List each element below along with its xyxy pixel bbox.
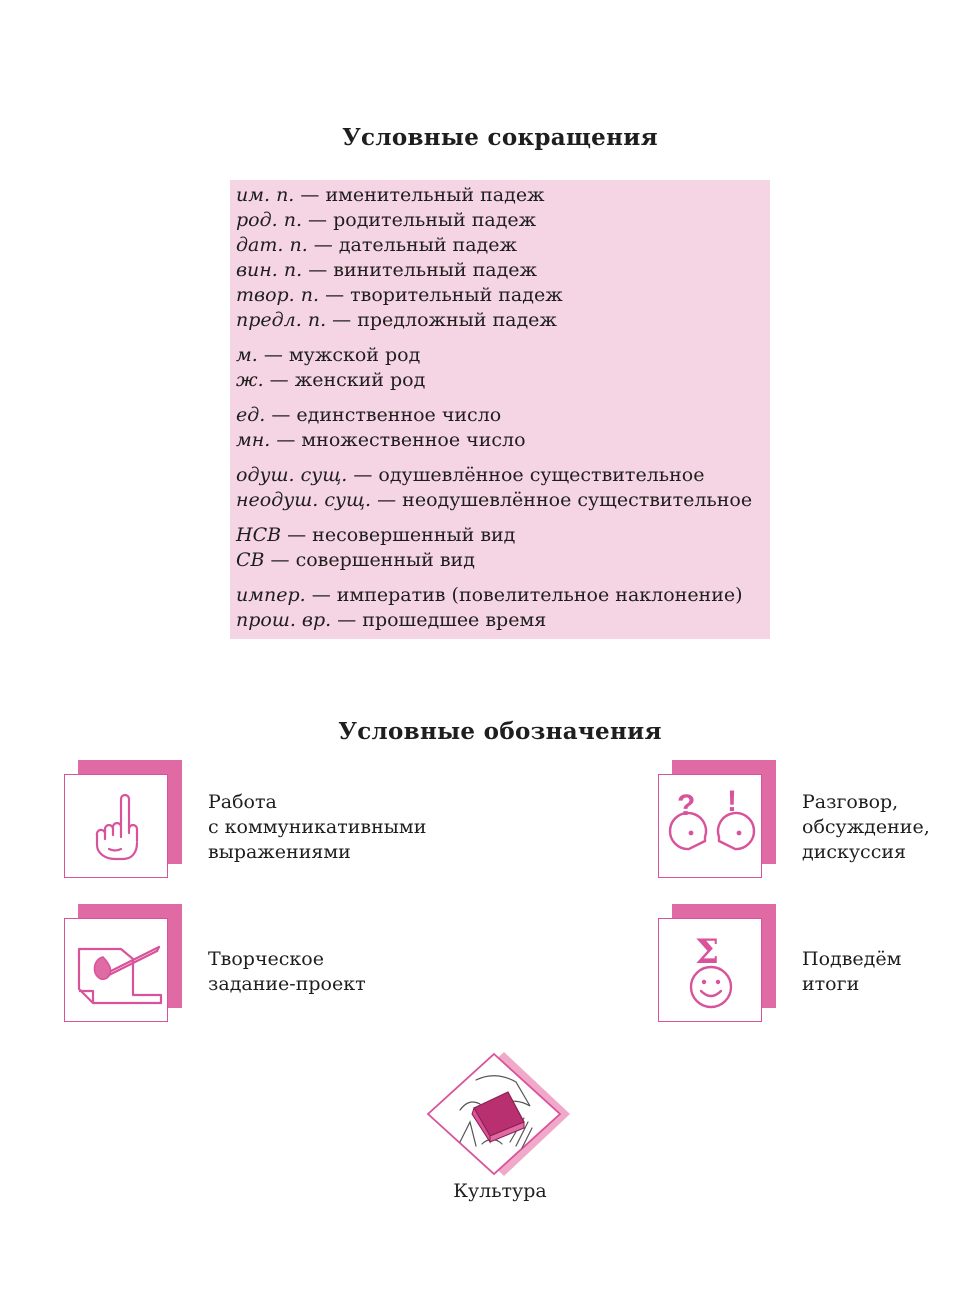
abbreviation-description: творительный падеж xyxy=(350,284,563,306)
abbreviation-term: импер. xyxy=(236,584,306,606)
abbreviation-term: ж. xyxy=(236,369,264,391)
abbreviation-row: твор. п. — творительный падеж xyxy=(236,284,563,306)
conversation-faces-icon xyxy=(659,775,763,879)
abbreviation-group xyxy=(236,403,770,453)
abbreviation-description: одушевлённое существительное xyxy=(378,464,705,486)
abbreviation-row: ж. — женский род xyxy=(236,369,426,391)
symbols-title: Условные обозначения xyxy=(338,718,662,745)
abbreviation-term: дат. п. xyxy=(236,234,308,256)
abbreviation-row: СВ — совершенный вид xyxy=(236,549,475,571)
abbreviation-group xyxy=(236,583,770,633)
abbreviation-description: единственное число xyxy=(296,404,502,426)
abbreviation-group xyxy=(236,183,770,333)
abbreviation-term: м. xyxy=(236,344,258,366)
abbreviation-description: именительный падеж xyxy=(325,184,545,206)
abbreviation-row: импер. — императив (повелительное наклонение) xyxy=(236,584,743,606)
abbreviation-term: СВ xyxy=(236,549,265,571)
abbreviation-term: твор. п. xyxy=(236,284,320,306)
abbreviation-term: прош. вр. xyxy=(236,609,332,631)
svg-text:?: ? xyxy=(677,789,696,822)
abbreviation-term: неодуш. сущ. xyxy=(236,489,372,511)
abbreviation-description: женский род xyxy=(294,369,426,391)
abbreviation-description: императив (повелительное наклонение) xyxy=(336,584,743,606)
culture-label: Культура xyxy=(453,1180,547,1202)
abbreviation-term: ед. xyxy=(236,404,266,426)
abbreviation-row: м. — мужской род xyxy=(236,344,421,366)
legend-icon-box-2 xyxy=(658,760,778,880)
abbreviation-description: несовершенный вид xyxy=(312,524,516,546)
abbreviation-description: совершенный вид xyxy=(295,549,475,571)
abbreviation-group xyxy=(236,463,770,513)
abbreviation-term: им. п. xyxy=(236,184,295,206)
svg-text:!: ! xyxy=(727,785,737,818)
abbreviation-description: дательный падеж xyxy=(338,234,517,256)
abbreviation-row: мн. — множественное число xyxy=(236,429,526,451)
abbreviation-row: прош. вр. — прошедшее время xyxy=(236,609,547,631)
abbreviation-description: винительный падеж xyxy=(333,259,538,281)
abbreviation-group xyxy=(236,523,770,573)
abbreviation-term: мн. xyxy=(236,429,271,451)
abbreviations-title: Условные сокращения xyxy=(342,124,658,151)
abbreviations-box xyxy=(230,180,770,639)
legend-label-3: Творческое задание-проект xyxy=(208,948,366,995)
abbreviation-group xyxy=(236,343,770,393)
legend-label-1: Работа с коммуникативными выражениями xyxy=(208,791,427,863)
legend-icon-box-1 xyxy=(64,760,184,880)
culture-book-icon xyxy=(426,1050,576,1180)
abbreviation-row: им. п. — именительный падеж xyxy=(236,184,545,206)
svg-text:Σ: Σ xyxy=(695,932,720,972)
abbreviation-term: вин. п. xyxy=(236,259,303,281)
abbreviation-row: одуш. сущ. — одушевлённое существительное xyxy=(236,464,705,486)
sigma-smiley-icon xyxy=(659,919,763,1023)
abbreviation-description: прошедшее время xyxy=(362,609,547,631)
palette-brush-icon xyxy=(65,919,169,1023)
raised-finger-icon xyxy=(65,775,169,879)
abbreviation-description: предложный падеж xyxy=(357,309,557,331)
abbreviation-description: родительный падеж xyxy=(333,209,537,231)
legend-label-4: Подведём итоги xyxy=(802,948,902,995)
abbreviation-term: род. п. xyxy=(236,209,302,231)
abbreviation-term: одуш. сущ. xyxy=(236,464,348,486)
abbreviation-term: НСВ xyxy=(236,524,282,546)
abbreviation-description: неодушевлённое существительное xyxy=(402,489,753,511)
abbreviation-row: род. п. — родительный падеж xyxy=(236,209,537,231)
abbreviation-row: ед. — единственное число xyxy=(236,404,502,426)
abbreviation-description: множественное число xyxy=(301,429,526,451)
abbreviation-row: неодуш. сущ. — неодушевлённое существительное xyxy=(236,489,753,511)
abbreviation-row: вин. п. — винительный падеж xyxy=(236,259,538,281)
legend-label-2: Разговор, обсуждение, дискуссия xyxy=(802,791,930,863)
legend-icon-box-3 xyxy=(64,904,184,1024)
abbreviation-row: предл. п. — предложный падеж xyxy=(236,309,557,331)
abbreviation-row: НСВ — несовершенный вид xyxy=(236,524,516,546)
abbreviation-term: предл. п. xyxy=(236,309,327,331)
abbreviation-description: мужской род xyxy=(288,344,421,366)
legend-icon-box-4 xyxy=(658,904,778,1024)
abbreviation-row: дат. п. — дательный падеж xyxy=(236,234,517,256)
